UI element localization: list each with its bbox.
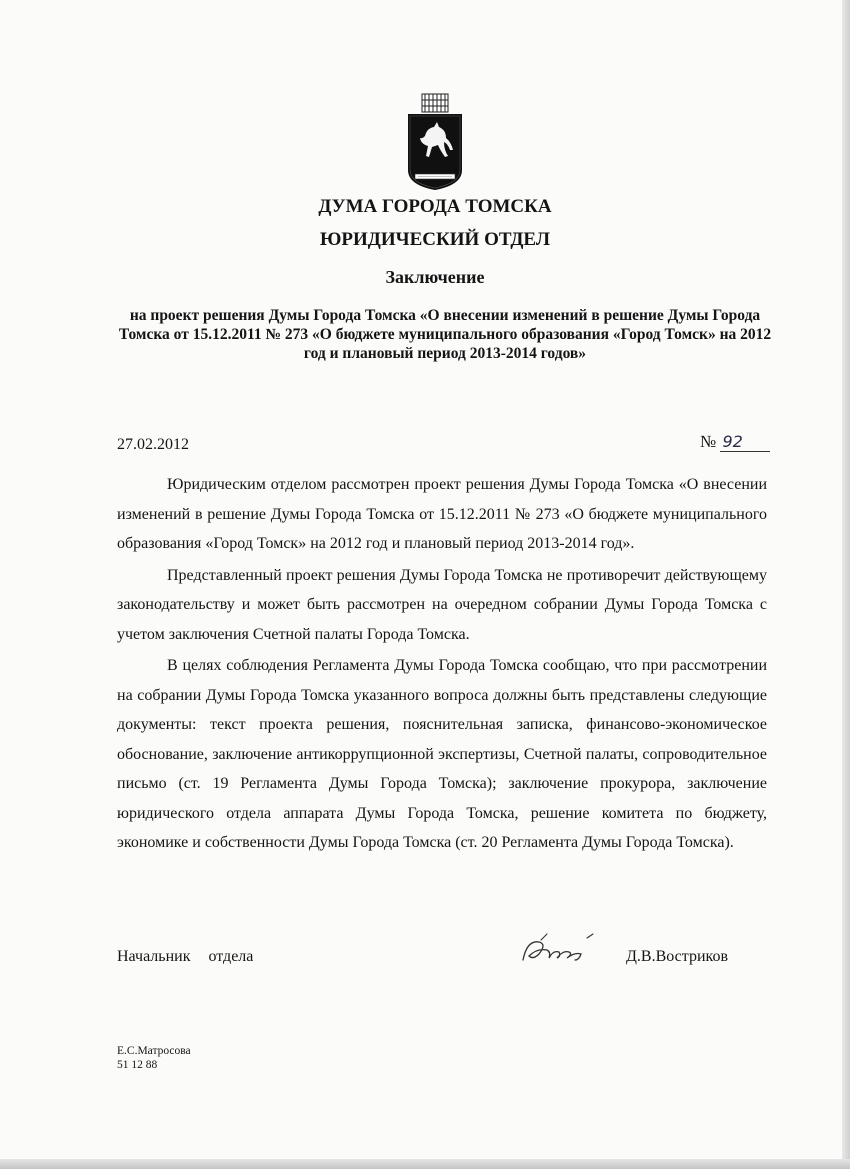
- body-paragraph: Представленный проект решения Думы Города Томска не противоречит действующему законодательству и может быть рассмотрен на очередном собрании Думы Города Томска с учетом заключения Счетной палаты Города Томска.: [117, 566, 767, 643]
- signer-name: Д.В.Востриков: [626, 948, 729, 965]
- executor-info: [117, 1044, 191, 1072]
- body-paragraph: В целях соблюдения Регламента Думы Города Томска сообщаю, что при рассмотрении на собрании Думы Города Томска указанного вопроса должны быть представлены следующие документы: текст проекта решения, пояснительная записка, финансово-экономическое обоснование, заключение антикоррупционной экспертизы, Счетной палаты, сопроводительное письмо (ст. 19 Регламента Думы Города Томска); заключение прокурора, заключение юридического отдела аппарата Думы Города Томска, решение комитета по бюджету, экономике и собственности Думы Города Томска (ст. 20 Регламента Думы Города Томска).: [117, 657, 767, 851]
- number-label: №: [700, 432, 717, 451]
- organization-name: ДУМА ГОРОДА ТОМСКА: [318, 196, 552, 217]
- department-name: ЮРИДИЧЕСКИЙ ОТДЕЛ: [320, 229, 550, 250]
- document-subject: на проект решения Думы Города Томска «О внесении изменений в решение Думы Города Томска от 15.12.2011 № 273 «О бюджете муниципального образования «Город Томск» на 2012 год и плановый период 2013-2014 годов»: [118, 307, 772, 362]
- executor-name: Е.С.Матросова: [117, 1045, 191, 1057]
- document-date: 27.02.2012: [117, 436, 189, 453]
- tomsk-coat-of-arms-icon: [404, 92, 466, 192]
- executor-phone: 51 12 88: [117, 1059, 158, 1071]
- body-paragraph: Юридическим отделом рассмотрен проект решения Думы Города Томска «О внесении изменений в решение Думы Города Томска от 15.12.2011 № 273 «О бюджете муниципального образования «Город Томск» на 2012 год и плановый период 2013-2014 год».: [117, 476, 767, 552]
- document-title: Заключение: [385, 267, 485, 287]
- signer-position: Начальник отдела: [117, 948, 254, 965]
- page-edge-right: [842, 0, 850, 1169]
- document-number: [700, 432, 770, 452]
- number-value: 92: [720, 432, 770, 452]
- handwritten-signature: [517, 930, 609, 970]
- document-body: [117, 470, 767, 858]
- page-edge-bottom: [0, 1159, 850, 1169]
